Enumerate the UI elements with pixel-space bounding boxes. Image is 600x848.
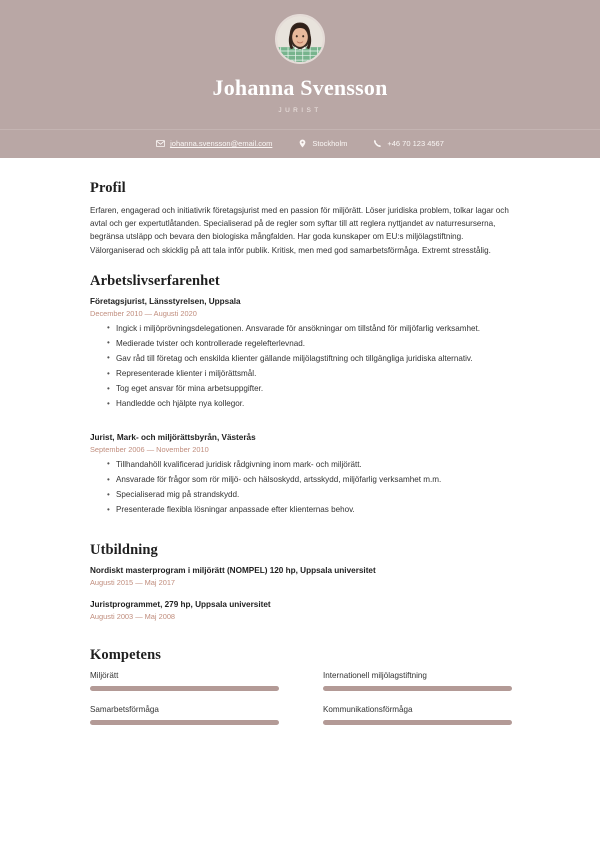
skill-label: Kommunikationsförmåga bbox=[323, 704, 413, 714]
list-item: • Ingick i miljöprövningsdelegationen. Ansvarade för ansökningar om tillstånd för miljöfarlig verksamhet. bbox=[107, 323, 512, 336]
section-skills bbox=[90, 647, 512, 725]
phone-icon bbox=[373, 139, 382, 148]
skill-item bbox=[90, 705, 279, 725]
contact-phone-text: +46 70 123 4567 bbox=[387, 139, 444, 149]
list-item: • Medierade tvister och kontrollerade regelefterlevnad. bbox=[107, 338, 512, 351]
skill-level-bar bbox=[90, 720, 279, 725]
skill-label: Samarbetsförmåga bbox=[90, 704, 159, 714]
skill-level-bar bbox=[323, 720, 512, 725]
job-role-subtitle: JURIST bbox=[278, 107, 322, 115]
experience-date: September 2006 — November 2010 bbox=[90, 444, 209, 454]
profile-photo-image bbox=[277, 16, 323, 62]
resume-header bbox=[0, 0, 600, 158]
skill-level-bar bbox=[90, 686, 279, 691]
contact-location-text: Stockholm bbox=[312, 139, 348, 149]
resume-body bbox=[0, 158, 600, 725]
experience-title: Jurist, Mark- och miljörättsbyrån, Västerås bbox=[90, 432, 256, 442]
section-experience bbox=[90, 273, 512, 517]
contact-email-text[interactable]: johanna.svensson@email.com bbox=[170, 139, 273, 149]
contact-phone bbox=[373, 139, 444, 148]
education-item bbox=[90, 566, 512, 587]
skill-item bbox=[323, 705, 512, 725]
avatar bbox=[275, 14, 325, 64]
section-title-education: Utbildning bbox=[90, 541, 158, 558]
education-item bbox=[90, 600, 512, 621]
list-item: • Specialiserad mig på strandskydd. bbox=[107, 489, 512, 502]
experience-title: Företagsjurist, Länsstyrelsen, Uppsala bbox=[90, 296, 241, 306]
list-item: • Tillhandahöll kvalificerad juridisk rådgivning inom mark- och miljörätt. bbox=[107, 459, 512, 472]
page-title: Johanna Svensson bbox=[212, 75, 388, 100]
list-item: • Representerade klienter i miljörättsmål. bbox=[107, 368, 512, 381]
experience-date: December 2010 — Augusti 2020 bbox=[90, 308, 197, 318]
experience-item bbox=[90, 297, 512, 411]
contact-email[interactable] bbox=[156, 139, 272, 148]
section-title-experience: Arbetslivserfarenhet bbox=[90, 272, 220, 289]
experience-bullet-list bbox=[90, 459, 512, 517]
contact-location bbox=[298, 139, 347, 148]
section-title-profile: Profil bbox=[90, 180, 126, 197]
list-item: • Ansvarade för frågor som rör miljö- och hälsoskydd, artsskydd, miljöfarlig verksamhet m.m. bbox=[107, 474, 512, 487]
list-item: • Handledde och hjälpte nya kollegor. bbox=[107, 398, 512, 411]
profile-summary-text: Erfaren, engagerad och initiativrik företagsjurist med en passion för miljörätt. Löser juridiska problem, tolkar lagar och avtal och ger expertutlåtanden. Specialiserad på de regler som syftar till att reglera nyttjandet av naturresurserna, begränsa utsläpp och bevara den biologiska mångfalden. Har goda kunskaper om EU:s miljölagstiftning. Välorganiserad och skicklig på att tala inför publik. Kritisk, men med god samarbetsförmåga. Extremt stresstålig. bbox=[90, 206, 509, 255]
location-pin-icon bbox=[298, 139, 307, 148]
experience-item bbox=[90, 433, 512, 517]
experience-bullet-list bbox=[90, 323, 512, 411]
list-item: • Tog eget ansvar för mina arbetsuppgifter. bbox=[107, 383, 512, 396]
skill-label: Miljörätt bbox=[90, 670, 119, 680]
skill-label: Internationell miljölagstiftning bbox=[323, 670, 427, 680]
education-title: Juristprogrammet, 279 hp, Uppsala universitet bbox=[90, 599, 271, 609]
section-title-skills: Kompetens bbox=[90, 646, 161, 663]
education-title: Nordiskt masterprogram i miljörätt (NOMPEL) 120 hp, Uppsala universitet bbox=[90, 565, 376, 575]
skill-level-bar bbox=[323, 686, 512, 691]
section-education bbox=[90, 542, 512, 621]
contact-bar bbox=[0, 129, 600, 158]
skill-item bbox=[323, 671, 512, 691]
skill-item bbox=[90, 671, 279, 691]
list-item: • Gav råd till företag och enskilda klienter gällande miljölagstiftning och tillgängliga juridiska alternativ. bbox=[107, 353, 512, 366]
envelope-icon bbox=[156, 139, 165, 148]
list-item: • Presenterade flexibla lösningar anpassade efter klienternas behov. bbox=[107, 504, 512, 517]
skills-grid bbox=[90, 671, 512, 725]
education-date: Augusti 2015 — Maj 2017 bbox=[90, 577, 176, 587]
section-profile bbox=[90, 180, 512, 256]
education-date: Augusti 2003 — Maj 2008 bbox=[90, 611, 176, 621]
